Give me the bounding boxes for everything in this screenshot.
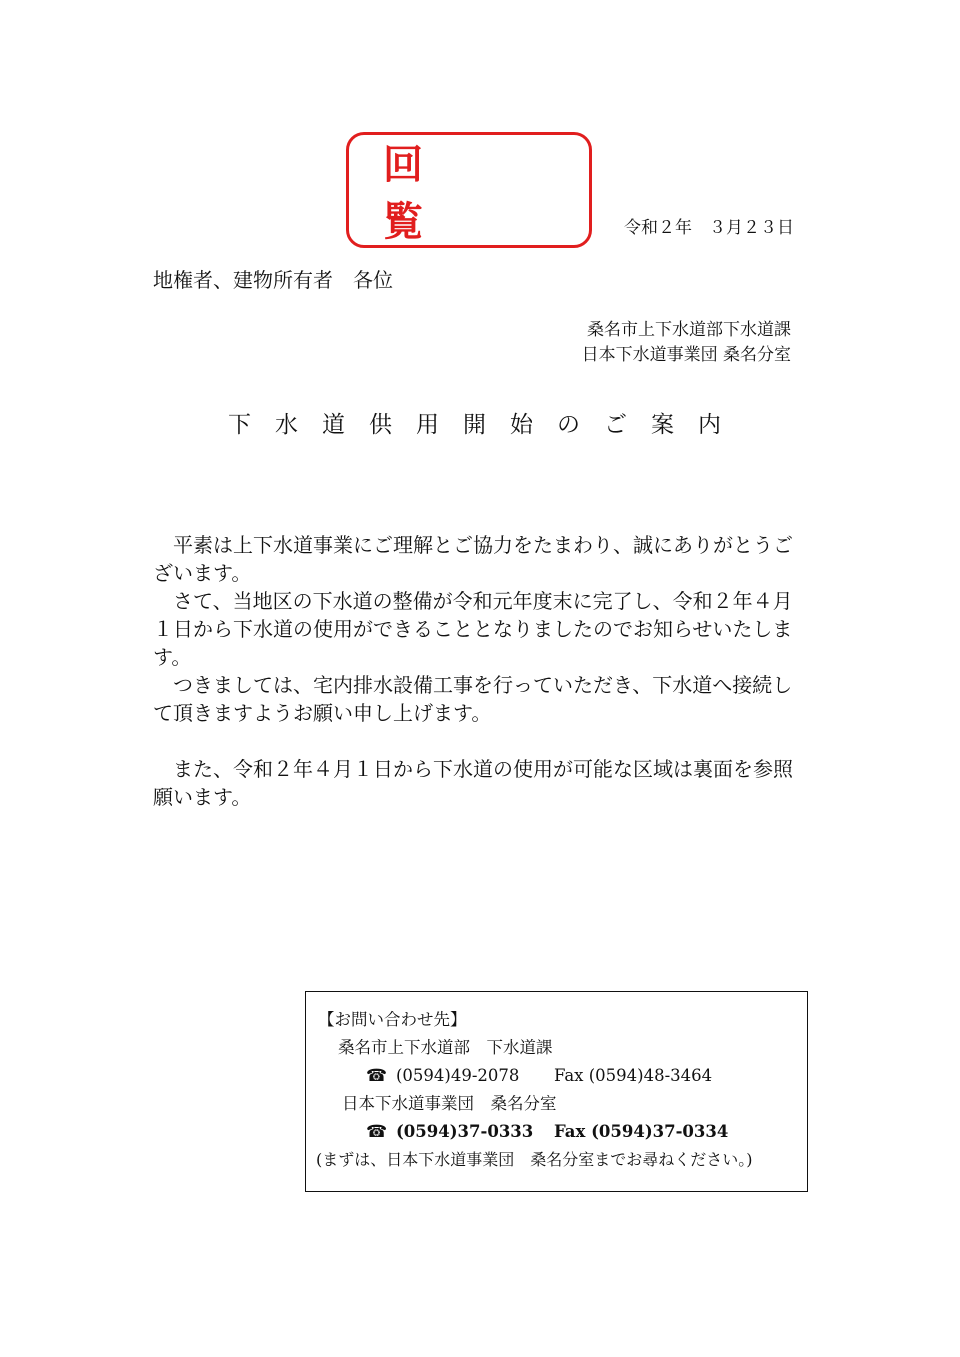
contact-heading-row xyxy=(306,1006,807,1034)
body-text xyxy=(153,531,805,811)
contact-org2-row xyxy=(306,1090,807,1118)
contact-box xyxy=(305,991,808,1192)
contact-org1-fax: Fax (0594)48-3464 xyxy=(554,1066,713,1085)
body-paragraph-text: 平素は上下水道事業にご理解とご協力をたまわり、誠にありがとうございます。 xyxy=(153,533,793,585)
circulation-stamp: 回 覧 xyxy=(346,132,592,248)
body-paragraph xyxy=(153,531,805,587)
contact-org2-name: 日本下水道事業団 桑名分室 xyxy=(342,1094,557,1113)
body-paragraph-text: つきましては、宅内排水設備工事を行っていただき、下水道へ接続して頂きますようお願い申し上げます。 xyxy=(153,673,793,725)
contact-heading: 【お問い合わせ先】 xyxy=(318,1010,467,1029)
contact-note-row xyxy=(306,1146,807,1174)
telephone-icon: ☎ xyxy=(366,1066,388,1086)
body-paragraph xyxy=(153,671,805,727)
body-paragraph xyxy=(153,755,805,811)
sender-line-2: 日本下水道事業団 桑名分室 xyxy=(581,345,791,365)
contact-org1-tel: (0594)49-2078 xyxy=(396,1066,520,1085)
sender-line-1: 桑名市上下水道部下水道課 xyxy=(587,320,791,340)
body-paragraph-text: さて、当地区の下水道の整備が令和元年度末に完了し、令和２年４月１日から下水道の使用ができることとなりましたのでお知らせいたします。 xyxy=(153,589,793,669)
document-title: 下水道供用開始のご案内 xyxy=(228,412,745,438)
document-date: 令和２年 ３月２３日 xyxy=(624,218,794,238)
contact-org1-row xyxy=(306,1034,807,1062)
body-paragraph-text: また、令和２年４月１日から下水道の使用が可能な区域は裏面を参照願います。 xyxy=(153,757,793,809)
body-paragraph xyxy=(153,587,805,671)
contact-org1-phone-row xyxy=(306,1062,807,1090)
contact-org2-phone-row xyxy=(306,1118,807,1146)
contact-org2-fax: Fax (0594)37-0334 xyxy=(554,1122,729,1141)
contact-org1-name: 桑名市上下水道部 下水道課 xyxy=(338,1038,553,1057)
contact-org2-tel: (0594)37-0333 xyxy=(396,1122,534,1141)
addressee: 地権者、建物所有者 各位 xyxy=(153,268,393,292)
sender-block xyxy=(582,318,791,368)
contact-note: (まずは、日本下水道事業団 桑名分室までお尋ねください。) xyxy=(316,1150,753,1169)
telephone-icon: ☎ xyxy=(366,1122,388,1142)
